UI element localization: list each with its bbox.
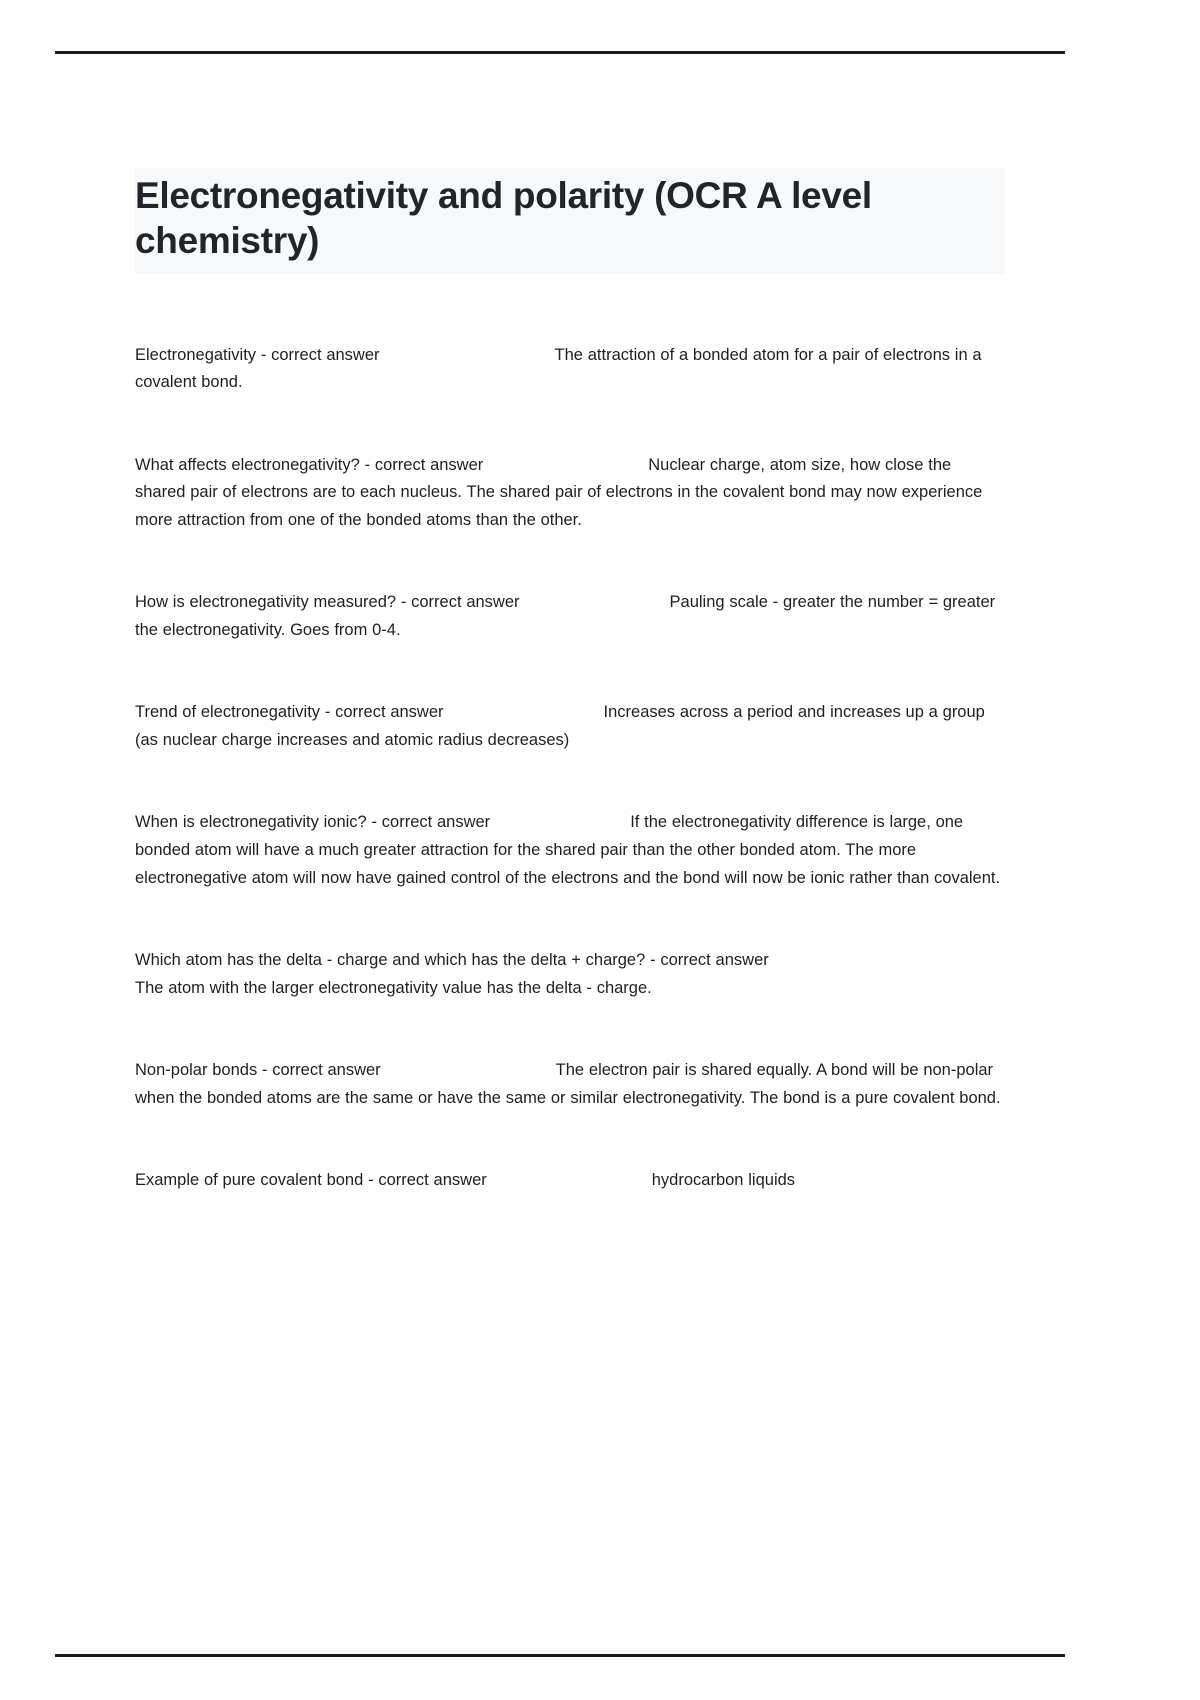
qa-prompt: Example of pure covalent bond - correct answer [135, 1171, 487, 1190]
qa-entry [135, 452, 1005, 535]
qa-entry [135, 589, 1005, 644]
qa-answer: Increases across a period and increases up a group (as nuclear charge increases and atomic radius decreases) [135, 703, 985, 749]
qa-prompt: What affects electronegativity? - correct answer [135, 455, 484, 474]
qa-entry [135, 1057, 1005, 1112]
qa-entry [135, 1167, 1005, 1195]
qa-entry [135, 947, 1005, 1002]
qa-answer: The atom with the larger electronegativity value has the delta - charge. [135, 978, 652, 997]
qa-entry [135, 699, 1005, 754]
question-answer-list [135, 342, 1005, 1195]
qa-answer: hydrocarbon liquids [651, 1171, 796, 1190]
qa-answer: Nuclear charge, atom size, how close the shared pair of electrons are to each nucleus. The shared pair of electrons in the covalent bond may now experience more attraction from one of the bonded atoms than the other. [135, 455, 983, 529]
qa-entry [135, 342, 1005, 397]
footer-divider [55, 1654, 1065, 1657]
document-content [135, 168, 1005, 1195]
qa-entry [135, 809, 1005, 892]
qa-prompt: Trend of electronegativity - correct answer [135, 703, 444, 722]
qa-prompt: Which atom has the delta - charge and which has the delta + charge? - correct answer [135, 951, 769, 970]
header-divider [55, 51, 1065, 54]
qa-answer: The electron pair is shared equally. A bond will be non-polar when the bonded atoms are the same or have the same or similar electronegativity. The bond is a pure covalent bond. [135, 1061, 1001, 1107]
qa-answer: Pauling scale - greater the number = greater the electronegativity. Goes from 0-4. [135, 593, 996, 639]
qa-answer: The attraction of a bonded atom for a pair of electrons in a covalent bond. [135, 345, 982, 392]
qa-prompt: How is electronegativity measured? - correct answer [135, 593, 520, 612]
qa-prompt: Non-polar bonds - correct answer [135, 1061, 381, 1080]
page-title: Electronegativity and polarity (OCR A level chemistry) [135, 168, 1005, 274]
qa-prompt: When is electronegativity ionic? - correct answer [135, 813, 491, 832]
qa-prompt: Electronegativity - correct answer [135, 345, 380, 364]
qa-answer: If the electronegativity difference is large, one bonded atom will have a much greater attraction for the shared pair than the other bonded atom. The more electronegative atom will now have gained control of the electrons and the bond will now be ionic rather than covalent. [135, 813, 1001, 887]
